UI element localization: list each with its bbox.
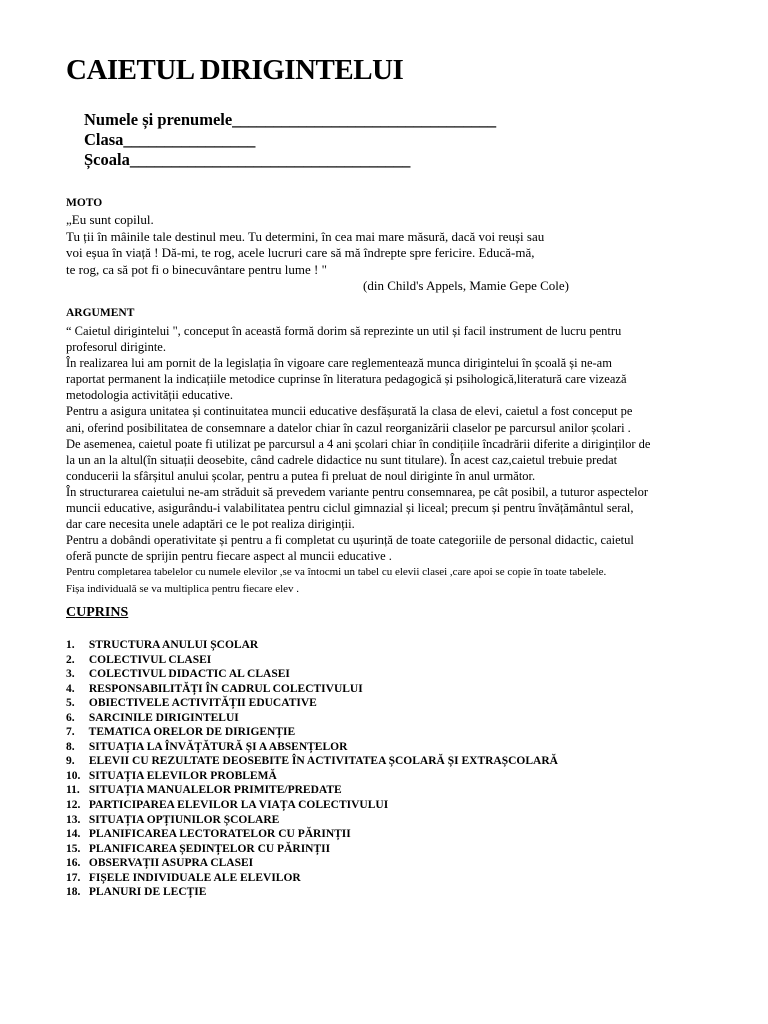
toc-item bbox=[66, 754, 558, 769]
argument-line: De asemenea, caietul poate fi utilizat pe parcursul a 4 ani școlari chiar în condițiile încadrării diferite a diriginților de bbox=[66, 436, 651, 451]
toc-item-number: 9. bbox=[66, 755, 75, 768]
toc-item-label: TEMATICA ORELOR DE DIRIGENȚIE bbox=[88, 726, 296, 739]
toc-item-number: 14. bbox=[66, 828, 81, 841]
toc-item bbox=[66, 798, 558, 813]
field-school: Școala__________________________________ bbox=[84, 150, 411, 169]
argument-line: muncii educative, asigurându-i valabilitatea pentru ciclul gimnazial și liceal; precum și pentru învățământul seral, bbox=[66, 501, 634, 516]
field-class: Clasa________________ bbox=[84, 130, 256, 149]
toc-item-label: FIȘELE INDIVIDUALE ALE ELEVILOR bbox=[88, 871, 301, 884]
toc-item-label: STRUCTURA ANULUI ȘCOLAR bbox=[88, 639, 259, 651]
toc-item bbox=[66, 667, 558, 682]
toc-item-label: COLECTIVUL CLASEI bbox=[88, 653, 212, 666]
argument-line: dar care necesita unele adaptări ce le pot realiza diriginții. bbox=[66, 517, 355, 532]
toc-item-number: 1. bbox=[66, 639, 75, 651]
toc-item bbox=[66, 638, 558, 653]
toc-item bbox=[66, 711, 558, 726]
toc-item-label: PARTICIPAREA ELEVILOR LA VIAȚA COLECTIVULUI bbox=[88, 799, 389, 812]
identification-fields bbox=[84, 110, 496, 170]
argument-line: În realizarea lui am pornit de la legislația în vigoare care reglementează munca dirigintelui în școală și ne-am bbox=[66, 356, 612, 371]
document-title: CAIETUL DIRIGINTELUI bbox=[66, 54, 404, 86]
argument-line: oferă puncte de sprijin pentru fiecare aspect al muncii educative . bbox=[66, 549, 392, 564]
toc-item bbox=[66, 783, 558, 798]
argument-heading: ARGUMENT bbox=[66, 307, 135, 319]
toc-item-number: 5. bbox=[66, 697, 75, 710]
moto-line: Tu ții în mâinile tale destinul meu. Tu determini, în cea mai mare măsură, dacă voi reuși sau bbox=[66, 228, 545, 244]
argument-line: ani, oferind posibilitatea de consemnare a datelor chiar în cazul reorganizării claselor pe parcursul anilor școlari . bbox=[66, 420, 631, 435]
toc-item bbox=[66, 725, 558, 740]
toc-item-number: 7. bbox=[66, 726, 75, 739]
toc-item-label: PLANURI DE LECȚIE bbox=[88, 886, 207, 899]
field-name: Numele și prenumele________________________________ bbox=[84, 110, 497, 129]
toc-item-number: 6. bbox=[66, 711, 75, 724]
toc-item-number: 16. bbox=[66, 857, 81, 870]
toc-item-label: PLANIFICAREA LECTORATELOR CU PĂRINȚII bbox=[88, 828, 351, 841]
argument-line: Pentru a dobândi operativitate și pentru a fi completat cu ușurință de toate categoriile de personal didactic, caietul bbox=[66, 533, 634, 548]
toc-item-label: OBSERVAȚII ASUPRA CLASEI bbox=[88, 857, 254, 870]
moto-line: „Eu sunt copilul. bbox=[66, 212, 154, 227]
toc-item-label: COLECTIVUL DIDACTIC AL CLASEI bbox=[88, 668, 290, 681]
moto-heading: MOTO bbox=[66, 197, 103, 209]
toc-item-label: PLANIFICAREA ȘEDINȚELOR CU PĂRINȚII bbox=[88, 842, 331, 855]
toc-item-number: 3. bbox=[66, 668, 75, 681]
toc-item-label: RESPONSABILITĂȚI ÎN CADRUL COLECTIVULUI bbox=[88, 682, 363, 695]
toc-item-label: ELEVII CU REZULTATE DEOSEBITE ÎN ACTIVITATEA ȘCOLARĂ ȘI EXTRAȘCOLARĂ bbox=[88, 755, 558, 768]
moto-line: te rog, ca să pot fi o binecuvântare pentru lume ! " bbox=[66, 261, 327, 277]
argument-line: “ Caietul dirigintelui ", conceput în această formă dorim să reprezinte un util și facil instrument de lucru pentru bbox=[66, 324, 622, 338]
toc-item bbox=[66, 813, 558, 828]
moto-text bbox=[66, 212, 626, 295]
toc-item-number: 18. bbox=[66, 886, 81, 899]
toc-item bbox=[66, 682, 558, 697]
argument-line: metodologia activității educative. bbox=[66, 388, 233, 403]
toc-item-label: SARCINILE DIRIGINTELUI bbox=[88, 711, 239, 724]
toc-item-label: SITUAȚIA OPȚIUNILOR ȘCOLARE bbox=[88, 813, 280, 826]
toc-item bbox=[66, 842, 558, 857]
toc-item-label: SITUAȚIA ELEVILOR PROBLEMĂ bbox=[88, 769, 277, 782]
table-of-contents bbox=[66, 638, 558, 900]
toc-item bbox=[66, 769, 558, 784]
moto-source: (din Child's Appels, Mamie Gepe Cole) bbox=[363, 278, 569, 293]
toc-item bbox=[66, 740, 558, 755]
toc-item-number: 17. bbox=[66, 871, 81, 884]
argument-line: profesorul diriginte. bbox=[66, 340, 166, 355]
moto-line: voi eșua în viață ! Dă-mi, te rog, acele lucruri care să mă îndrepte spre fericire. Educă-mă, bbox=[66, 245, 535, 260]
toc-item-number: 10. bbox=[66, 769, 81, 782]
toc-item bbox=[66, 856, 558, 871]
argument-line: conducerii la sfârșitul anului școlar, pentru a putea fi preluat de noul diriginte în anul următor. bbox=[66, 468, 536, 483]
toc-item-number: 4. bbox=[66, 682, 75, 695]
toc-item-number: 15. bbox=[66, 842, 81, 855]
toc-item-label: OBIECTIVELE ACTIVITĂȚII EDUCATIVE bbox=[88, 697, 317, 710]
toc-item bbox=[66, 827, 558, 842]
cuprins-heading: CUPRINS bbox=[66, 605, 129, 620]
toc-item bbox=[66, 696, 558, 711]
toc-item bbox=[66, 653, 558, 668]
argument-line: Pentru completarea tabelelor cu numele elevilor ,se va întocmi un tabel cu elevii clasei ,care apoi se copie în toate tabelele. bbox=[66, 566, 607, 579]
argument-line: Fișa individuală se va multiplica pentru fiecare elev . bbox=[66, 582, 300, 595]
toc-item-number: 2. bbox=[66, 653, 75, 666]
toc-item bbox=[66, 871, 558, 886]
toc-item-number: 12. bbox=[66, 799, 81, 812]
argument-text bbox=[66, 323, 726, 597]
toc-item-number: 13. bbox=[66, 813, 81, 826]
argument-line: la un an la altul(în situații deosebite, când cadrele didactice nu sunt titulare). În acest caz,caietul trebuie predat bbox=[66, 452, 618, 467]
argument-line: În structurarea caietului ne-am străduit să prevedem variante pentru consemnarea, pe cât posibil, a tuturor aspectelor bbox=[66, 484, 649, 499]
toc-item-label: SITUAȚIA MANUALELOR PRIMITE/PREDATE bbox=[88, 784, 342, 797]
toc-item-number: 8. bbox=[66, 740, 75, 753]
argument-line: Pentru a asigura unitatea și continuitatea muncii educative desfășurată la clasa de elevi, caietul a fost conceput pe bbox=[66, 404, 633, 419]
argument-line: raportat permanent la indicațiile metodice cuprinse în literatura pedagogică și psihologică,literatură care vizează bbox=[66, 372, 627, 387]
toc-item-label: SITUAȚIA LA ÎNVĂȚĂTURĂ ȘI A ABSENȚELOR bbox=[88, 740, 348, 753]
toc-item bbox=[66, 885, 558, 900]
toc-item-number: 11. bbox=[66, 784, 80, 797]
